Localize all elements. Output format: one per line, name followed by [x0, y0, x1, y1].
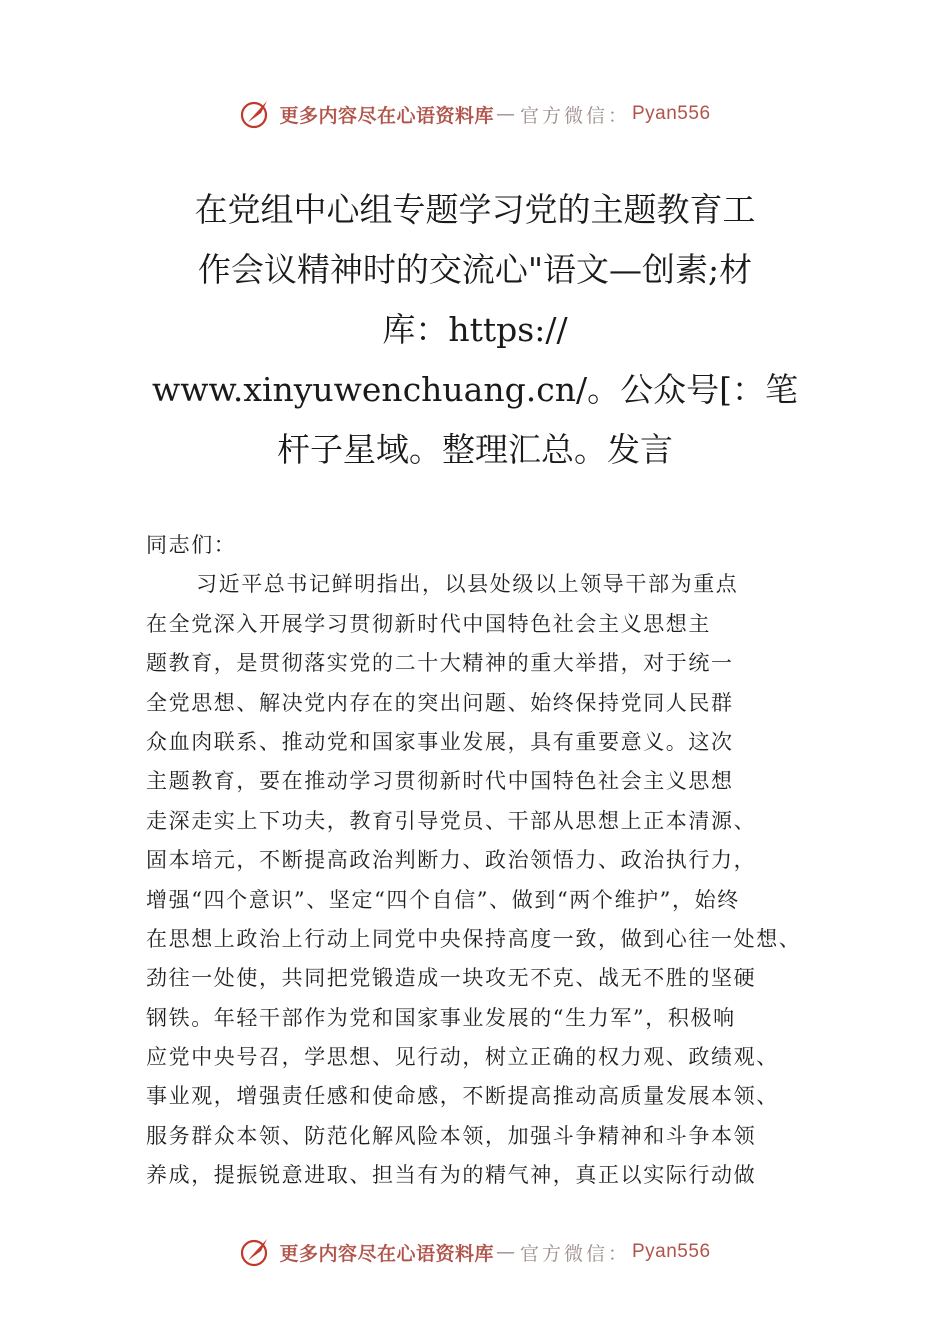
title-line: 作会议精神时的交流心"语文—创素;材: [197, 250, 753, 289]
paragraph-line: 在全党深入开展学习贯彻新时代中国特色社会主义思想主: [146, 611, 711, 636]
paragraph-line: 主题教育，要在推动学习贯彻新时代中国特色社会主义思想: [146, 769, 734, 794]
banner-brand: 更多内容尽在心语资料库: [279, 1242, 494, 1265]
title-line: 库：https://: [382, 310, 568, 349]
banner-official: 官方微信：: [519, 1242, 630, 1265]
title-line: 在党组中心组专题学习党的主题教育工: [194, 190, 756, 229]
banner-brand: 更多内容尽在心语资料库: [279, 104, 494, 127]
paragraph-line: 固本培元，不断提高政治判断力、政治领悟力、政治执行力，: [146, 848, 757, 873]
banner-dash: —: [495, 1241, 518, 1263]
paragraph-line: 劲往一处使，共同把党锻造成一块攻无不克、战无不胜的坚硬: [146, 966, 757, 991]
paragraph-line: 养成，提振锐意进取、担当有为的精气神，真正以实际行动做: [146, 1163, 757, 1188]
document-title: [140, 180, 810, 480]
quill-logo-icon: [239, 97, 273, 131]
paragraph-line: 全党思想、解决党内存在的突出问题、始终保持党同人民群: [146, 690, 734, 715]
paragraph-line: 题教育，是贯彻落实党的二十大精神的重大举措，对于统一: [146, 651, 734, 676]
paragraph-line: 增强“四个意识”、坚定“四个自信”、做到“两个维护”，始终: [146, 887, 740, 912]
paragraph-line: 走深走实上下功夫，教育引导党员、干部从思想上正本清源、: [146, 808, 757, 833]
title-line: 杆子星域。整理汇总。发言: [277, 430, 673, 469]
paragraph-line: 钢铁。年轻干部作为党和国家事业发展的“生力军”，积极响: [146, 1005, 736, 1030]
title-line: www.xinyuwenchuang.cn/。公众号[：笔: [152, 370, 798, 409]
salutation: 同志们：: [146, 533, 237, 557]
paragraph-line: 应党中央号召，学思想、见行动，树立正确的权力观、政绩观、: [146, 1045, 779, 1070]
paragraph-line: 在思想上政治上行动上同党中央保持高度一致，做到心往一处想、: [146, 926, 802, 951]
paragraph-line: 习近平总书记鲜明指出，以县处级以上领导干部为重点: [196, 572, 739, 597]
paragraph-line: 事业观，增强责任感和使命感，不断提高推动高质量发展本领、: [146, 1084, 779, 1109]
header-banner: [0, 94, 950, 134]
banner-dash: —: [495, 103, 518, 125]
paragraph-line: 服务群众本领、防范化解风险本领，加强斗争精神和斗争本领: [146, 1123, 757, 1148]
document-body: [146, 526, 846, 1196]
footer-banner: [0, 1232, 950, 1272]
banner-official: 官方微信：: [519, 104, 630, 127]
banner-wechat-id: Pyan556: [632, 1241, 711, 1262]
paragraph-line: 众血肉联系、推动党和国家事业发展，具有重要意义。这次: [146, 729, 734, 754]
banner-wechat-id: Pyan556: [632, 103, 711, 124]
quill-logo-icon: [239, 1235, 273, 1269]
